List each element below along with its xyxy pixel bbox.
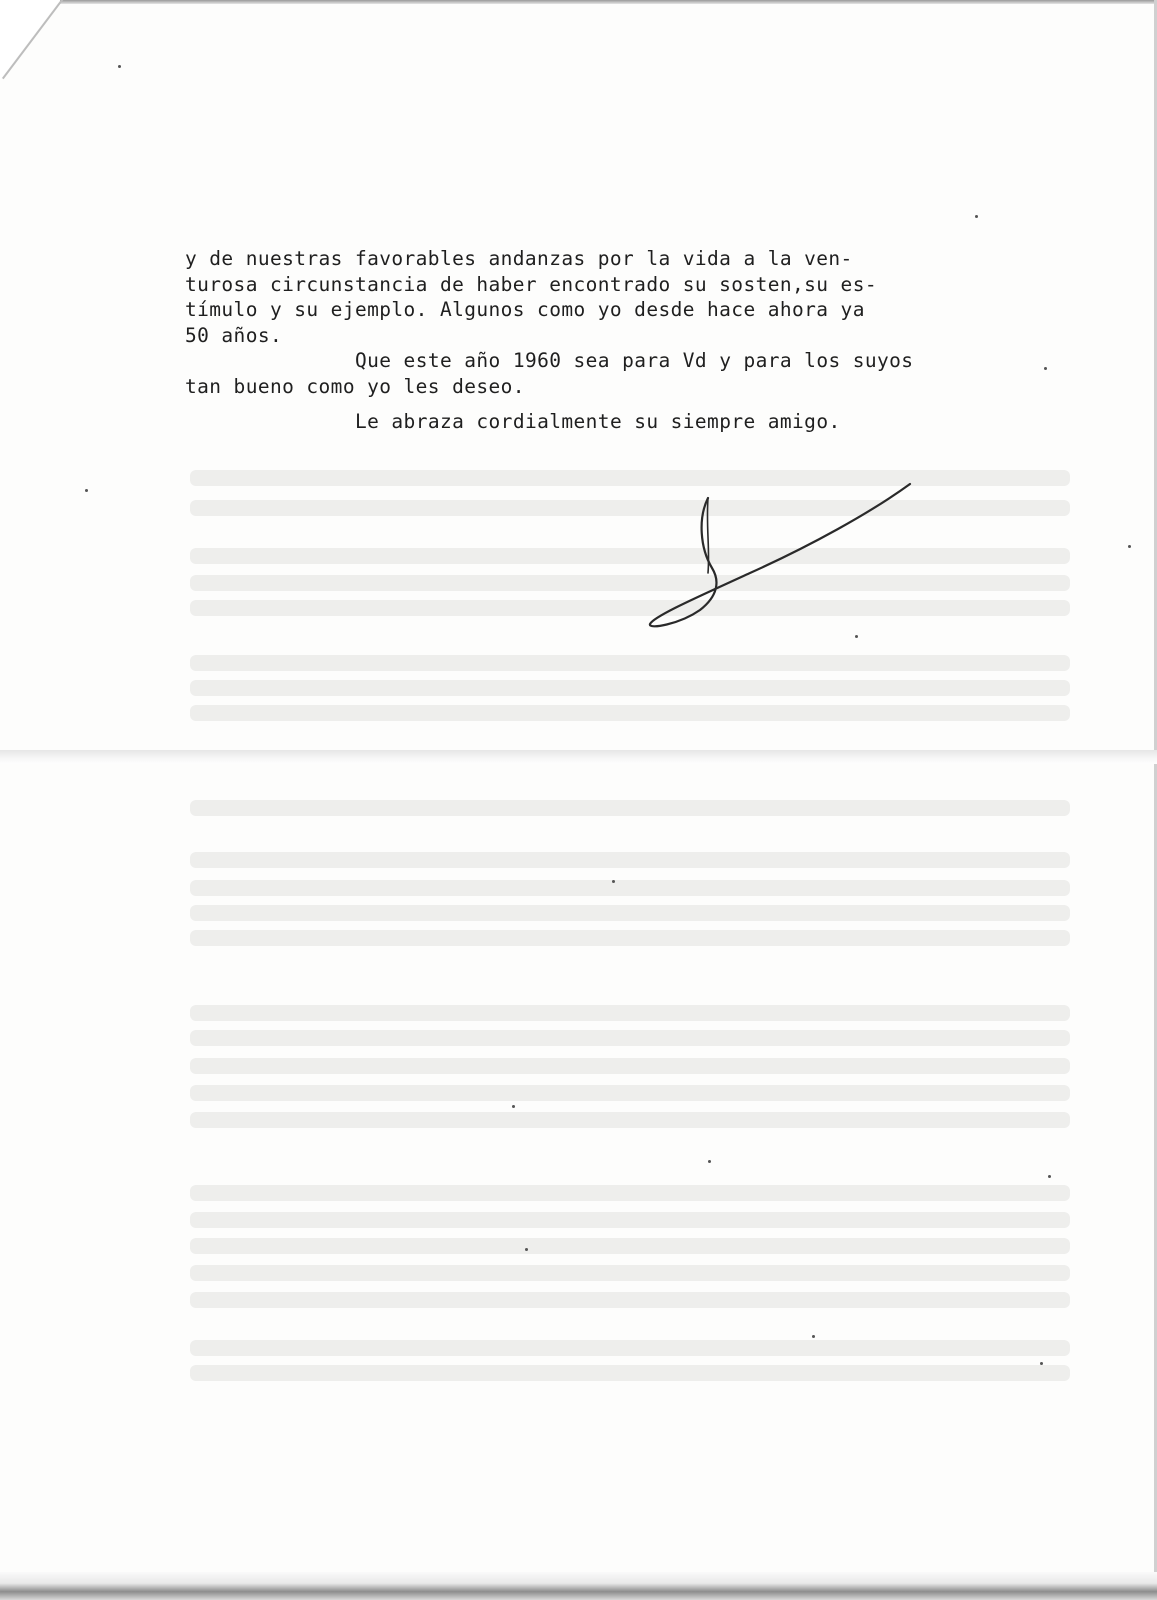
letter-line: turosa circunstancia de haber encontrado su sosten,su es- [185, 272, 877, 296]
bleed-through-line [190, 930, 1070, 946]
bleed-through-line [190, 600, 1070, 616]
dust-speck [855, 635, 858, 638]
letter-line: tímulo y su ejemplo. Algunos como yo desde hace ahora ya [185, 298, 865, 321]
dust-speck [975, 215, 978, 218]
dust-speck [1040, 1362, 1043, 1365]
bleed-through-line [190, 800, 1070, 816]
bleed-through-line [190, 470, 1070, 486]
bleed-through-line [190, 1058, 1070, 1074]
paper-top-edge [60, 0, 1157, 4]
bleed-through-line [190, 1265, 1070, 1281]
dust-speck [708, 1160, 711, 1163]
dust-speck [1044, 367, 1047, 370]
bleed-through-line [190, 1238, 1070, 1254]
bleed-through-line [190, 500, 1070, 516]
handwritten-signature [640, 478, 930, 638]
bleed-through-line [190, 655, 1070, 671]
letter-line: 50 años. [185, 323, 283, 347]
dust-speck [512, 1105, 515, 1108]
bleed-through-line [190, 1085, 1070, 1101]
paper-fold-line [0, 750, 1157, 764]
dust-speck [1048, 1175, 1051, 1178]
bleed-through-line [190, 1030, 1070, 1046]
bleed-through-line [190, 575, 1070, 591]
dust-speck [525, 1248, 528, 1251]
paper-bottom-edge [0, 1572, 1157, 1600]
bleed-through-line [190, 680, 1070, 696]
bleed-through-line [190, 905, 1070, 921]
dust-speck [85, 489, 88, 492]
bleed-through-line [190, 1292, 1070, 1308]
bleed-through-line [190, 852, 1070, 868]
bleed-through-line [190, 1365, 1070, 1381]
bleed-through-line [190, 1340, 1070, 1356]
bleed-through-line [190, 880, 1070, 896]
new-year-wish-line: tan bueno como yo les deseo. [185, 374, 525, 398]
closing-line: Le abraza cordialmente su siempre amigo. [355, 410, 841, 433]
letter-body [185, 246, 1025, 435]
dust-speck [812, 1335, 815, 1338]
dust-speck [612, 880, 615, 883]
new-year-wish-line: Que este año 1960 sea para Vd y para los suyos [355, 349, 914, 372]
dust-speck [1128, 545, 1131, 548]
bleed-through-line [190, 1112, 1070, 1128]
bleed-through-line [190, 548, 1070, 564]
bleed-through-line [190, 705, 1070, 721]
bleed-through-line [190, 1212, 1070, 1228]
dust-speck [118, 65, 121, 68]
bleed-through-line [190, 1185, 1070, 1201]
bleed-through-line [190, 1005, 1070, 1021]
letter-line: y de nuestras favorables andanzas por la vida a la ven- [185, 247, 853, 270]
